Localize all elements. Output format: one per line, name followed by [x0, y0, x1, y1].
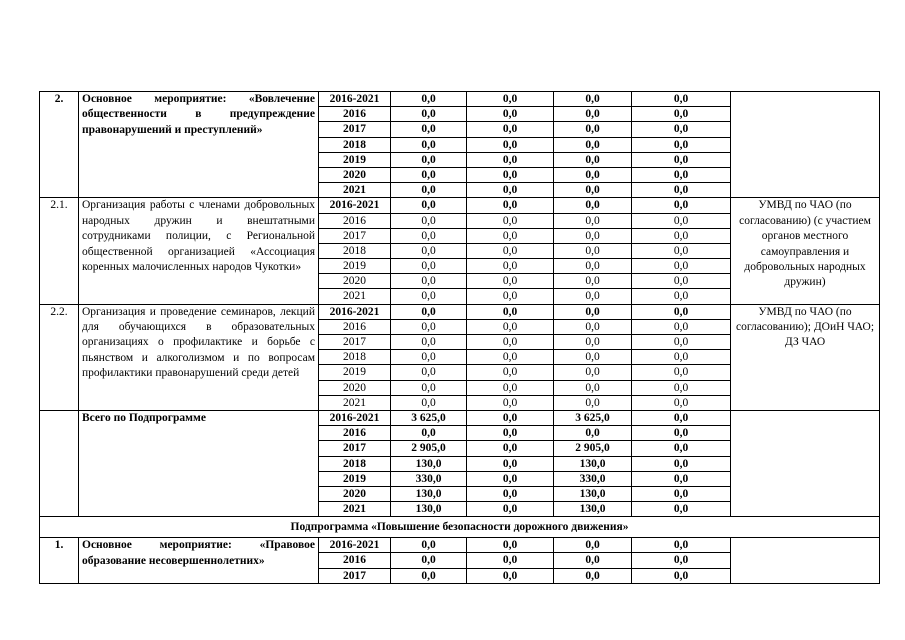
value-cell-4: 0,0: [632, 410, 731, 425]
value-cell-4: 0,0: [632, 152, 731, 167]
value-cell-1: 0,0: [391, 259, 467, 274]
item-number: 2.2.: [40, 304, 79, 410]
value-cell-2: 0,0: [467, 243, 554, 258]
value-cell-4: 0,0: [632, 228, 731, 243]
year-cell: 2019: [319, 471, 391, 486]
budget-table: [39, 91, 880, 584]
year-cell: 2017: [319, 122, 391, 137]
value-cell-4: 0,0: [632, 122, 731, 137]
value-cell-1: 0,0: [391, 568, 467, 583]
section-title: Подпрограмма «Повышение безопасности дорожного движения»: [40, 517, 880, 538]
value-cell-4: 0,0: [632, 426, 731, 441]
item-number: 1.: [40, 538, 79, 584]
value-cell-2: 0,0: [467, 568, 554, 583]
value-cell-3: 0,0: [554, 152, 632, 167]
value-cell-4: 0,0: [632, 538, 731, 553]
value-cell-1: 0,0: [391, 350, 467, 365]
item-number: 2.: [40, 92, 79, 198]
value-cell-4: 0,0: [632, 259, 731, 274]
table-row: [40, 538, 880, 553]
item-number: [40, 410, 79, 516]
item-description: Организация работы с членами добровольных народных дружин и внештатными сотрудниками полиции, с Региональной общественной организацией «Ассоциация коренных малочисленных народов Чукотки»: [79, 198, 319, 304]
value-cell-3: 0,0: [554, 137, 632, 152]
value-cell-3: 0,0: [554, 568, 632, 583]
value-cell-3: 130,0: [554, 486, 632, 501]
section-row: [40, 517, 880, 538]
value-cell-4: 0,0: [632, 553, 731, 568]
value-cell-4: 0,0: [632, 289, 731, 304]
year-cell: 2018: [319, 243, 391, 258]
value-cell-3: 0,0: [554, 228, 632, 243]
value-cell-3: 130,0: [554, 456, 632, 471]
value-cell-1: 0,0: [391, 198, 467, 213]
item-description: Организация и проведение семинаров, лекций для обучающихся в образовательных организациях о профилактике и борьбе с пьянством и алкоголизмом и по вопросам профилактики правонарушений среди детей: [79, 304, 319, 410]
value-cell-4: 0,0: [632, 380, 731, 395]
value-cell-1: 0,0: [391, 553, 467, 568]
value-cell-1: 130,0: [391, 456, 467, 471]
value-cell-3: 0,0: [554, 350, 632, 365]
year-cell: 2020: [319, 486, 391, 501]
value-cell-3: 0,0: [554, 259, 632, 274]
value-cell-4: 0,0: [632, 568, 731, 583]
item-description: Всего по Подпрограмме: [79, 410, 319, 516]
value-cell-2: 0,0: [467, 122, 554, 137]
year-cell: 2016-2021: [319, 538, 391, 553]
value-cell-1: 0,0: [391, 304, 467, 319]
year-cell: 2016: [319, 426, 391, 441]
value-cell-2: 0,0: [467, 410, 554, 425]
year-cell: 2020: [319, 167, 391, 182]
value-cell-1: 330,0: [391, 471, 467, 486]
value-cell-1: 0,0: [391, 335, 467, 350]
value-cell-3: 0,0: [554, 395, 632, 410]
value-cell-3: 0,0: [554, 243, 632, 258]
item-description: Основное мероприятие: «Правовое образование несовершеннолетних»: [79, 538, 319, 584]
year-cell: 2017: [319, 335, 391, 350]
value-cell-3: 330,0: [554, 471, 632, 486]
value-cell-1: 0,0: [391, 538, 467, 553]
value-cell-3: 0,0: [554, 289, 632, 304]
year-cell: 2016: [319, 213, 391, 228]
year-cell: 2017: [319, 441, 391, 456]
value-cell-2: 0,0: [467, 365, 554, 380]
value-cell-1: 3 625,0: [391, 410, 467, 425]
year-cell: 2020: [319, 380, 391, 395]
value-cell-1: 0,0: [391, 92, 467, 107]
value-cell-4: 0,0: [632, 335, 731, 350]
item-description: Основное мероприятие: «Вовлечение общественности в предупреждение правонарушений и преступлений»: [79, 92, 319, 198]
year-cell: 2017: [319, 228, 391, 243]
value-cell-4: 0,0: [632, 183, 731, 198]
value-cell-3: 0,0: [554, 122, 632, 137]
year-cell: 2016-2021: [319, 92, 391, 107]
value-cell-3: 0,0: [554, 319, 632, 334]
responsible-executor: [731, 538, 880, 584]
value-cell-2: 0,0: [467, 167, 554, 182]
value-cell-4: 0,0: [632, 471, 731, 486]
value-cell-2: 0,0: [467, 538, 554, 553]
value-cell-4: 0,0: [632, 395, 731, 410]
value-cell-1: 130,0: [391, 502, 467, 517]
value-cell-3: 0,0: [554, 92, 632, 107]
value-cell-2: 0,0: [467, 380, 554, 395]
value-cell-2: 0,0: [467, 137, 554, 152]
value-cell-1: 0,0: [391, 380, 467, 395]
value-cell-3: 0,0: [554, 304, 632, 319]
value-cell-4: 0,0: [632, 198, 731, 213]
year-cell: 2016: [319, 319, 391, 334]
year-cell: 2016: [319, 553, 391, 568]
value-cell-4: 0,0: [632, 350, 731, 365]
year-cell: 2021: [319, 395, 391, 410]
value-cell-1: 0,0: [391, 319, 467, 334]
value-cell-4: 0,0: [632, 365, 731, 380]
value-cell-3: 0,0: [554, 198, 632, 213]
value-cell-2: 0,0: [467, 228, 554, 243]
value-cell-4: 0,0: [632, 319, 731, 334]
value-cell-1: 130,0: [391, 486, 467, 501]
value-cell-2: 0,0: [467, 107, 554, 122]
year-cell: 2017: [319, 568, 391, 583]
value-cell-1: 0,0: [391, 243, 467, 258]
value-cell-3: 0,0: [554, 183, 632, 198]
value-cell-3: 2 905,0: [554, 441, 632, 456]
value-cell-2: 0,0: [467, 183, 554, 198]
value-cell-3: 0,0: [554, 274, 632, 289]
table-body: [40, 92, 880, 584]
year-cell: 2018: [319, 137, 391, 152]
value-cell-1: 0,0: [391, 426, 467, 441]
value-cell-1: 2 905,0: [391, 441, 467, 456]
value-cell-3: 0,0: [554, 553, 632, 568]
year-cell: 2016: [319, 107, 391, 122]
year-cell: 2016-2021: [319, 304, 391, 319]
value-cell-1: 0,0: [391, 365, 467, 380]
responsible-executor: УМВД по ЧАО (по согласованию) (с участием органов местного самоуправления и добровольных народных дружин): [731, 198, 880, 304]
value-cell-3: 0,0: [554, 335, 632, 350]
value-cell-1: 0,0: [391, 289, 467, 304]
table-row: [40, 198, 880, 213]
responsible-executor: [731, 92, 880, 198]
value-cell-2: 0,0: [467, 350, 554, 365]
value-cell-4: 0,0: [632, 92, 731, 107]
value-cell-3: 0,0: [554, 213, 632, 228]
year-cell: 2016-2021: [319, 198, 391, 213]
value-cell-2: 0,0: [467, 213, 554, 228]
value-cell-1: 0,0: [391, 167, 467, 182]
value-cell-1: 0,0: [391, 183, 467, 198]
year-cell: 2019: [319, 259, 391, 274]
value-cell-2: 0,0: [467, 426, 554, 441]
value-cell-1: 0,0: [391, 274, 467, 289]
table-row: [40, 410, 880, 425]
responsible-executor: УМВД по ЧАО (по согласованию); ДОиН ЧАО; ДЗ ЧАО: [731, 304, 880, 410]
value-cell-2: 0,0: [467, 152, 554, 167]
value-cell-2: 0,0: [467, 304, 554, 319]
value-cell-2: 0,0: [467, 259, 554, 274]
value-cell-2: 0,0: [467, 395, 554, 410]
table-row: [40, 92, 880, 107]
value-cell-1: 0,0: [391, 107, 467, 122]
value-cell-2: 0,0: [467, 92, 554, 107]
value-cell-4: 0,0: [632, 486, 731, 501]
value-cell-2: 0,0: [467, 289, 554, 304]
value-cell-3: 0,0: [554, 107, 632, 122]
value-cell-3: 130,0: [554, 502, 632, 517]
value-cell-2: 0,0: [467, 441, 554, 456]
year-cell: 2020: [319, 274, 391, 289]
value-cell-3: 0,0: [554, 426, 632, 441]
year-cell: 2019: [319, 365, 391, 380]
value-cell-3: 0,0: [554, 167, 632, 182]
value-cell-3: 0,0: [554, 380, 632, 395]
year-cell: 2021: [319, 502, 391, 517]
value-cell-2: 0,0: [467, 553, 554, 568]
value-cell-2: 0,0: [467, 335, 554, 350]
table-row: [40, 304, 880, 319]
value-cell-4: 0,0: [632, 107, 731, 122]
value-cell-4: 0,0: [632, 502, 731, 517]
year-cell: 2021: [319, 183, 391, 198]
year-cell: 2018: [319, 350, 391, 365]
value-cell-2: 0,0: [467, 486, 554, 501]
value-cell-2: 0,0: [467, 471, 554, 486]
value-cell-4: 0,0: [632, 456, 731, 471]
value-cell-3: 0,0: [554, 365, 632, 380]
value-cell-1: 0,0: [391, 137, 467, 152]
value-cell-4: 0,0: [632, 441, 731, 456]
value-cell-3: 0,0: [554, 538, 632, 553]
item-number: 2.1.: [40, 198, 79, 304]
value-cell-1: 0,0: [391, 228, 467, 243]
value-cell-4: 0,0: [632, 137, 731, 152]
value-cell-4: 0,0: [632, 243, 731, 258]
value-cell-4: 0,0: [632, 167, 731, 182]
year-cell: 2018: [319, 456, 391, 471]
value-cell-1: 0,0: [391, 395, 467, 410]
value-cell-4: 0,0: [632, 304, 731, 319]
value-cell-2: 0,0: [467, 456, 554, 471]
responsible-executor: [731, 410, 880, 516]
value-cell-4: 0,0: [632, 274, 731, 289]
year-cell: 2016-2021: [319, 410, 391, 425]
value-cell-2: 0,0: [467, 274, 554, 289]
value-cell-2: 0,0: [467, 198, 554, 213]
value-cell-3: 3 625,0: [554, 410, 632, 425]
value-cell-1: 0,0: [391, 213, 467, 228]
year-cell: 2019: [319, 152, 391, 167]
value-cell-2: 0,0: [467, 502, 554, 517]
value-cell-1: 0,0: [391, 152, 467, 167]
value-cell-2: 0,0: [467, 319, 554, 334]
value-cell-1: 0,0: [391, 122, 467, 137]
year-cell: 2021: [319, 289, 391, 304]
value-cell-4: 0,0: [632, 213, 731, 228]
